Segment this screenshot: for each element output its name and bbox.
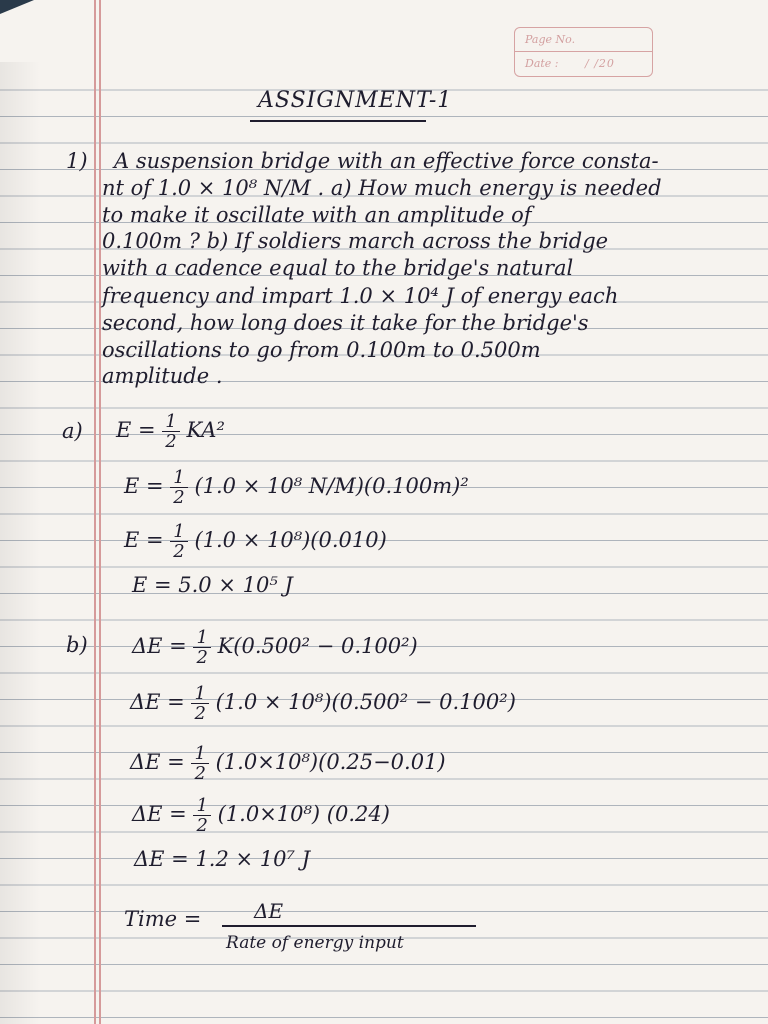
fraction-numerator: 1 <box>193 628 210 648</box>
question-line: frequency and impart 1.0 × 10⁴ J of energy each <box>102 284 619 308</box>
equation-rhs: (1.0 × 10⁸)(0.010) <box>194 528 387 552</box>
fraction-numerator: 1 <box>191 744 208 764</box>
question-line: A suspension bridge with an effective force consta- <box>114 149 659 173</box>
equation-line <box>116 412 225 451</box>
equation-rhs: (1.0 × 10⁸)(0.500² − 0.100²) <box>215 690 516 714</box>
question-line: second, how long does it take for the bridge's <box>102 311 589 335</box>
date-label: Date : <box>525 57 559 70</box>
equation-line <box>124 468 469 507</box>
fraction <box>170 522 187 561</box>
page-no-label: Page No. <box>525 33 576 46</box>
equation-rhs: (1.0 × 10⁸ N/M)(0.100m)² <box>194 474 469 498</box>
equation-lhs: E = <box>124 474 164 498</box>
date-value: / /20 <box>585 57 615 70</box>
equation-line <box>130 744 446 783</box>
fraction-denominator: 2 <box>173 487 185 508</box>
fraction <box>191 744 208 783</box>
fraction-denominator: 2 <box>165 431 177 452</box>
fraction-denominator: 2 <box>173 541 185 562</box>
fraction-numerator: 1 <box>170 468 187 488</box>
page-date-stamp <box>514 27 653 77</box>
part-b-label: b) <box>66 633 88 657</box>
question-line: oscillations to go from 0.100m to 0.500m <box>102 338 541 362</box>
question-line: amplitude . <box>102 364 223 388</box>
equation-lhs: ΔE = <box>130 750 185 774</box>
fraction-numerator: 1 <box>170 522 187 542</box>
part-b-energy-answer: ΔE = 1.2 × 10⁷ J <box>134 847 311 871</box>
fraction <box>193 628 210 667</box>
question-line: nt of 1.0 × 10⁸ N/M . a) How much energy is needed <box>102 176 662 200</box>
fraction-denominator: 2 <box>194 703 206 724</box>
equation-lhs: E = <box>116 418 156 442</box>
equation-line <box>132 796 390 835</box>
fraction-numerator: 1 <box>191 684 208 704</box>
fraction-numerator: 1 <box>193 796 210 816</box>
question-line: with a cadence equal to the bridge's natural <box>102 256 574 280</box>
question-number: 1) <box>66 149 88 173</box>
fraction-numerator: 1 <box>162 412 179 432</box>
fraction <box>191 684 208 723</box>
equation-line <box>124 522 387 561</box>
time-formula-lhs: Time = <box>124 907 202 931</box>
equation-lhs: E = <box>124 528 164 552</box>
equation-rhs: K(0.500² − 0.100²) <box>217 634 418 658</box>
stamp-divider <box>515 51 652 52</box>
equation-lhs: ΔE = <box>130 690 185 714</box>
part-a-answer: E = 5.0 × 10⁵ J <box>132 573 293 597</box>
time-formula-denominator: Rate of energy input <box>226 933 404 953</box>
fraction-bar <box>222 925 476 927</box>
equation-lhs: ΔE = <box>132 634 187 658</box>
time-formula-numerator: ΔE <box>254 899 284 923</box>
part-a-label: a) <box>62 419 83 443</box>
fraction-denominator: 2 <box>196 647 208 668</box>
fraction <box>170 468 187 507</box>
equation-line <box>132 628 418 667</box>
fraction-denominator: 2 <box>196 815 208 836</box>
margin-line <box>94 0 96 1024</box>
equation-lhs: ΔE = <box>132 802 187 826</box>
fraction-denominator: 2 <box>194 763 206 784</box>
margin-line <box>99 0 101 1024</box>
question-line: to make it oscillate with an amplitude of <box>102 203 532 227</box>
fraction <box>193 796 210 835</box>
equation-rhs: KA² <box>186 418 225 442</box>
title-underline <box>250 120 426 122</box>
assignment-title: ASSIGNMENT-1 <box>258 88 453 113</box>
fraction <box>162 412 179 451</box>
equation-line <box>130 684 516 723</box>
question-line: 0.100m ? b) If soldiers march across the bridge <box>102 229 609 253</box>
equation-rhs: (1.0×10⁸) (0.24) <box>217 802 390 826</box>
equation-rhs: (1.0×10⁸)(0.25−0.01) <box>215 750 446 774</box>
